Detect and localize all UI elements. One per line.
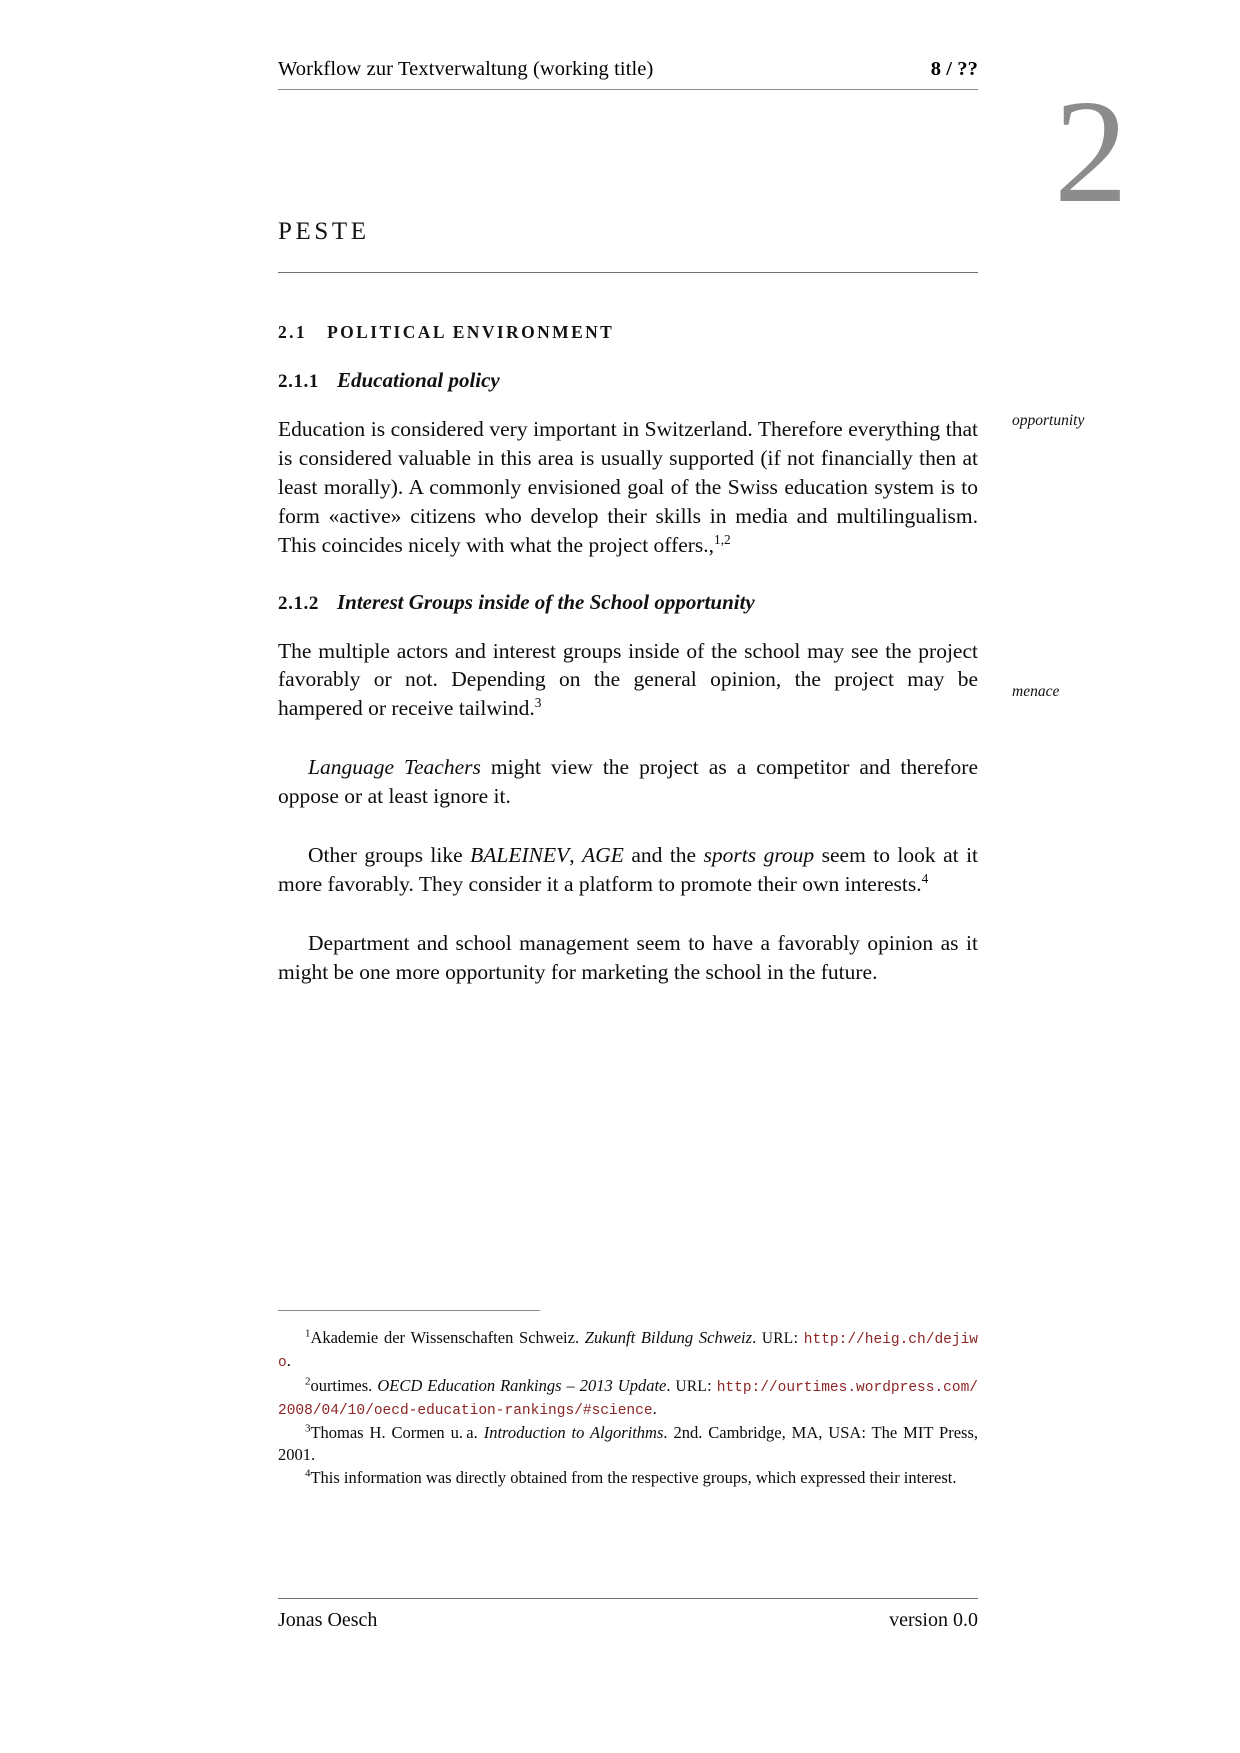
paragraph-text: The multiple actors and interest groups inside of the school may see the project favorably or not. Depending on the general opinion, the project may be hampered or receive tailwind. — [278, 638, 978, 721]
subsection-heading-2-1-2 — [278, 590, 978, 615]
footnote-text: . — [652, 1398, 657, 1418]
text-column — [278, 368, 978, 1017]
footnote-marker[interactable]: 1,2 — [714, 531, 731, 547]
emphasis-language-teachers: Language Teachers — [308, 755, 481, 780]
footnote-text: : — [793, 1328, 804, 1347]
page-folio: 8 / ?? — [930, 58, 978, 80]
paragraph-text: might view the project as a competitor and therefore oppose or at least ignore it. — [278, 755, 978, 809]
page-footer — [278, 1598, 978, 1632]
chapter-title-rule — [278, 272, 978, 273]
footnote-text: Akademie der Wissenschaften Schweiz. — [310, 1328, 585, 1347]
footnote-number: 4 — [305, 1467, 311, 1480]
section-heading — [278, 322, 614, 343]
footnote-marker[interactable]: 4 — [921, 870, 929, 886]
footnote-text: : — [707, 1375, 717, 1395]
footnote-url-link[interactable]: http://ourtimes.wordpress.com/2008/04/10/oecd-education-rankings/#science — [278, 1379, 979, 1419]
footnote-2 — [278, 1375, 978, 1422]
footnote-text: This information was directly obtained from the respective groups, which expressed their interest. — [310, 1468, 957, 1488]
footer-version: version 0.0 — [889, 1609, 978, 1631]
section-number: 2.1 — [278, 322, 308, 342]
subsection-number: 2.1.2 — [278, 592, 319, 614]
emphasis-baleinev: BALEINEV — [470, 843, 570, 868]
subsection-number: 2.1.1 — [278, 371, 319, 392]
footnote-text: . — [286, 1351, 291, 1371]
footnote-1 — [278, 1327, 978, 1374]
footnote-text: . — [666, 1375, 676, 1395]
footnote-text: . 2nd. Cambridge, MA, USA: The MIT Press, 2001. — [278, 1423, 979, 1465]
subsection-title: Interest Groups inside of the School opportunity — [337, 589, 755, 614]
footnote-url-link[interactable]: http://heig.ch/dejiwo — [278, 1332, 978, 1372]
subsection-title: Educational policy — [337, 368, 500, 392]
paragraph-text: Education is considered very important in Switzerland. Therefore everything that is considered valuable in this area is usually supported (if not financially then at least morally). A commonly envisioned goal of the Swiss education system is to form «active» citizens who develop their skills in media and multilingualism. This coincides nicely with what the project offers., — [278, 417, 978, 557]
paragraph-interest-groups — [278, 637, 978, 724]
chapter-number: 2 — [1054, 70, 1128, 234]
footnote-3 — [278, 1422, 978, 1466]
running-head — [278, 58, 978, 90]
footnote-block — [278, 1310, 978, 1490]
paragraph-educational-policy — [278, 415, 978, 560]
paragraph-text: seem to look at it more favorably. They consider it a platform to promote their own interests. — [278, 843, 979, 896]
footnote-title: OECD Education Rankings – 2013 Update — [377, 1375, 667, 1395]
paragraph-text: Other groups like — [308, 843, 471, 868]
chapter-title: PESTE — [278, 218, 370, 245]
paragraph-department-management — [278, 929, 978, 987]
footnote-url-label: URL — [761, 1330, 794, 1347]
footnote-number: 3 — [305, 1422, 311, 1435]
footnote-rule — [278, 1310, 540, 1311]
paragraph-text: and the — [623, 843, 704, 868]
footnote-text: Thomas H. Cormen u. a. — [310, 1423, 484, 1443]
section-title: POLITICAL ENVIRONMENT — [327, 322, 615, 342]
paragraph-other-groups — [278, 841, 978, 899]
footnote-marker[interactable]: 3 — [534, 695, 542, 711]
footnote-url-label: URL — [675, 1377, 708, 1395]
footnote-text: . — [752, 1328, 762, 1347]
footnote-text: ourtimes. — [310, 1375, 378, 1395]
footnote-number: 1 — [305, 1327, 311, 1340]
paragraph-text: , — [569, 843, 583, 868]
running-head-title: Workflow zur Textverwaltung (working title) — [278, 58, 654, 80]
paragraph-text: Department and school management seem to have a favorably opinion as it might be one more opportunity for marketing the school in the future. — [278, 930, 978, 984]
footnote-title: Zukunft Bildung Schweiz — [584, 1328, 753, 1347]
footnote-number: 2 — [305, 1375, 311, 1388]
footnote-4 — [278, 1467, 978, 1489]
margin-note-opportunity: opportunity — [1012, 412, 1085, 429]
footer-author: Jonas Oesch — [278, 1609, 378, 1631]
emphasis-sports-group: sports group — [703, 843, 815, 868]
footnote-title: Introduction to Algorithms — [483, 1423, 664, 1443]
emphasis-age: AGE — [582, 843, 624, 868]
paragraph-language-teachers — [278, 753, 978, 811]
subsection-heading-2-1-1 — [278, 368, 978, 393]
margin-note-menace: menace — [1012, 683, 1060, 700]
